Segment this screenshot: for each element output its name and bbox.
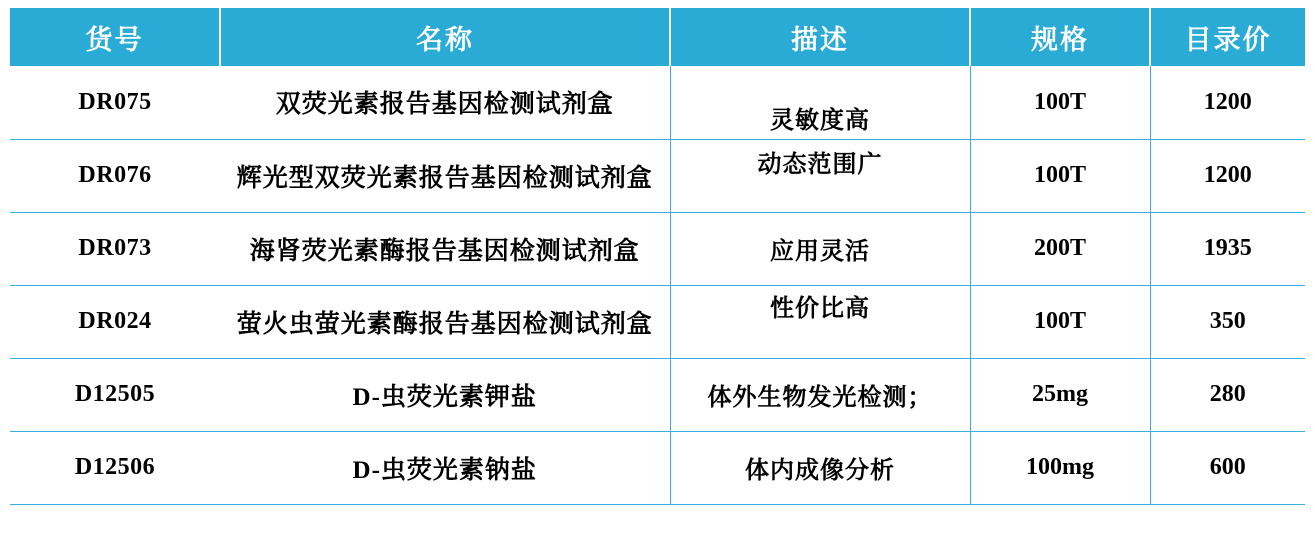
cell-name: 萤火虫萤光素酶报告基因检测试剂盒: [220, 285, 670, 358]
cell-code: DR073: [10, 212, 220, 285]
cell-description: 体外生物发光检测；: [670, 358, 970, 431]
cell-spec: 100T: [970, 66, 1150, 139]
cell-description: 应用灵活: [670, 212, 970, 285]
cell-price: 350: [1150, 285, 1305, 358]
cell-price: 280: [1150, 358, 1305, 431]
cell-spec: 200T: [970, 212, 1150, 285]
cell-spec: 100T: [970, 285, 1150, 358]
cell-code: DR024: [10, 285, 220, 358]
cell-spec: 25mg: [970, 358, 1150, 431]
cell-name: D-虫荧光素钠盐: [220, 431, 670, 504]
column-header-description: 描述: [670, 8, 970, 66]
cell-description: 灵敏度高: [670, 66, 970, 139]
cell-price: 1935: [1150, 212, 1305, 285]
cell-code: D12506: [10, 431, 220, 504]
column-header-price: 目录价: [1150, 8, 1305, 66]
product-price-table: [10, 8, 1305, 505]
cell-code: DR076: [10, 139, 220, 212]
cell-spec: 100T: [970, 139, 1150, 212]
cell-name: D-虫荧光素钾盐: [220, 358, 670, 431]
cell-name: 双荧光素报告基因检测试剂盒: [220, 66, 670, 139]
cell-description: 体内成像分析: [670, 431, 970, 504]
cell-price: 1200: [1150, 139, 1305, 212]
column-header-name: 名称: [220, 8, 670, 66]
table-body: [10, 66, 1305, 504]
table-header: [10, 8, 1305, 66]
column-header-code: 货号: [10, 8, 220, 66]
header-row: [10, 8, 1305, 66]
cell-name: 辉光型双荧光素报告基因检测试剂盒: [220, 139, 670, 212]
table-row: [10, 431, 1305, 504]
table-row: [10, 358, 1305, 431]
cell-name: 海肾荧光素酶报告基因检测试剂盒: [220, 212, 670, 285]
cell-description: 动态范围广: [670, 139, 970, 212]
cell-price: 1200: [1150, 66, 1305, 139]
table-row: [10, 66, 1305, 139]
column-header-spec: 规格: [970, 8, 1150, 66]
cell-code: DR075: [10, 66, 220, 139]
cell-price: 600: [1150, 431, 1305, 504]
table-row: [10, 285, 1305, 358]
cell-spec: 100mg: [970, 431, 1150, 504]
table-row: [10, 212, 1305, 285]
cell-code: D12505: [10, 358, 220, 431]
table-row: [10, 139, 1305, 212]
cell-description: 性价比高: [670, 285, 970, 358]
